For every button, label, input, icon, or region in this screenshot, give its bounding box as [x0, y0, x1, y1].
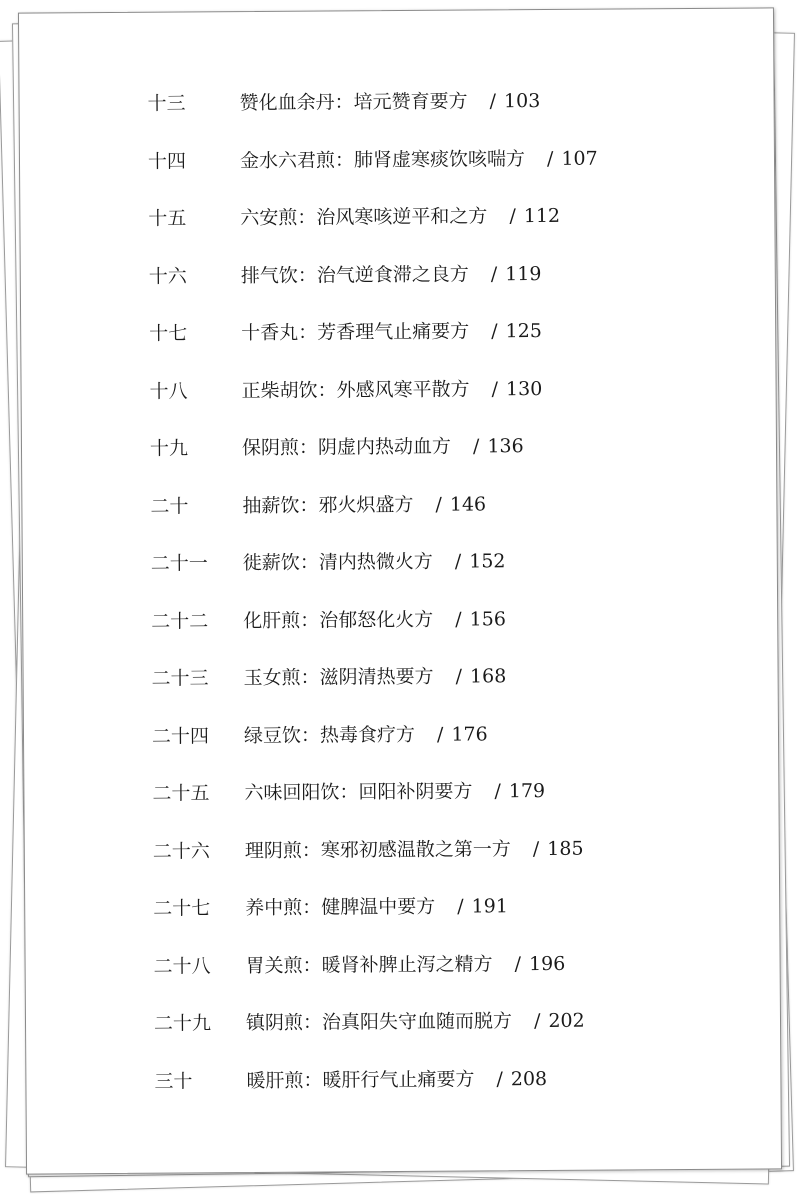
toc-entry[interactable]: [154, 947, 754, 1009]
page-number: 176: [451, 722, 488, 746]
page-number: 125: [505, 320, 542, 343]
toc-entry[interactable]: [148, 142, 748, 204]
page-separator: /: [533, 1010, 541, 1033]
toc-entry[interactable]: [148, 200, 748, 262]
page-number: 112: [523, 204, 561, 228]
page-separator: /: [435, 493, 442, 516]
chapter-number: 二十一: [150, 552, 208, 575]
chapter-title: 暖肝煎：暖肝行气止痛要方: [246, 1067, 475, 1092]
chapter-title: 赞化血余丹：培元赞育要方: [239, 90, 468, 115]
page-number: 146: [449, 492, 487, 516]
page-separator: /: [455, 665, 463, 688]
toc-page: [18, 7, 782, 1174]
toc-entry[interactable]: [153, 832, 753, 894]
page-number: 191: [471, 895, 508, 918]
chapter-title: 六安煎：治风寒咳逆平和之方: [240, 205, 488, 230]
page-number: 136: [487, 435, 524, 458]
toc-entry[interactable]: [154, 1005, 754, 1067]
chapter-number: 十八: [149, 379, 188, 403]
page-number: 152: [469, 550, 506, 573]
page-separator: /: [496, 1067, 503, 1090]
toc-entry[interactable]: [152, 717, 752, 779]
page-separator: /: [457, 895, 464, 918]
chapter-title: 理阴煎：寒邪初感温散之第一方: [244, 837, 511, 862]
page-separator: /: [509, 205, 516, 228]
chapter-title: 十香丸：芳香理气止痛要方: [241, 320, 470, 345]
toc-entry[interactable]: [149, 257, 749, 319]
toc-entry[interactable]: [151, 545, 751, 607]
toc-entry[interactable]: [150, 487, 750, 549]
page-number: 107: [561, 147, 598, 170]
chapter-title: 徙薪饮：清内热微火方: [242, 550, 433, 575]
page-number: 130: [505, 377, 543, 400]
toc-entry[interactable]: [151, 602, 751, 664]
chapter-number: 二十五: [152, 782, 210, 805]
chapter-title: 六味回阳饮：回阳补阴要方: [244, 780, 473, 805]
chapter-number: 二十三: [151, 667, 209, 690]
chapter-number: 二十二: [151, 609, 209, 633]
chapter-number: 十四: [147, 149, 187, 173]
page-number: 179: [508, 779, 546, 803]
page-separator: /: [455, 608, 462, 631]
chapter-number: 二十八: [153, 954, 211, 978]
chapter-number: 十五: [148, 207, 187, 230]
toc-entry[interactable]: [154, 1062, 754, 1124]
chapter-number: 十六: [148, 264, 187, 288]
chapter-title: 抽薪饮：邪火炽盛方: [242, 493, 414, 517]
page-separator: /: [494, 780, 501, 803]
chapter-title: 保阴煎：阴虚内热动血方: [241, 435, 452, 460]
toc-entry[interactable]: [150, 430, 750, 492]
chapter-title: 正柴胡饮：外感风寒平散方: [241, 378, 470, 402]
chapter-title: 胃关煎：暖肾补脾止泻之精方: [245, 952, 493, 977]
page-separator: /: [489, 90, 497, 113]
page-separator: /: [490, 262, 498, 285]
toc-entry[interactable]: [152, 660, 752, 722]
chapter-title: 镇阴煎：治真阳失守血随而脱方: [245, 1010, 513, 1035]
page-number: 202: [548, 1009, 585, 1032]
chapter-title: 排气饮：治气逆食滞之良方: [240, 263, 469, 287]
chapter-title: 化肝煎：治郁怒化火方: [243, 608, 434, 632]
chapter-number: 十九: [149, 437, 189, 460]
toc-entry[interactable]: [153, 890, 753, 952]
chapter-number: 二十: [150, 494, 189, 518]
page-number: 103: [503, 90, 541, 113]
chapter-title: 养中煎：健脾温中要方: [245, 895, 436, 920]
chapter-title: 绿豆饮：热毒食疗方: [243, 723, 416, 747]
chapter-number: 三十: [154, 1069, 193, 1093]
toc-entry[interactable]: [147, 85, 747, 147]
page-separator: /: [532, 837, 540, 860]
toc-entry[interactable]: [152, 775, 752, 837]
chapter-title: 金水六君煎：肺肾虚寒痰饮咳喘方: [239, 147, 526, 172]
page-separator: /: [514, 952, 522, 975]
chapter-number: 二十七: [153, 897, 211, 920]
page-number: 208: [510, 1067, 548, 1090]
chapter-number: 二十九: [153, 1012, 212, 1035]
page-separator: /: [546, 147, 554, 170]
page-separator: /: [472, 435, 480, 458]
page-number: 196: [528, 952, 566, 975]
page-number: 119: [505, 262, 542, 285]
chapter-number: 二十六: [152, 839, 210, 863]
table-of-contents: [147, 85, 754, 1124]
page-separator: /: [454, 550, 462, 573]
page-number: 156: [469, 607, 506, 631]
toc-entry[interactable]: [149, 372, 749, 434]
page-number: 185: [547, 837, 584, 860]
page-number: 168: [469, 665, 507, 688]
page-separator: /: [491, 320, 498, 343]
chapter-title: 玉女煎：滋阴清热要方: [243, 665, 434, 690]
chapter-number: 十七: [149, 322, 188, 345]
toc-entry[interactable]: [149, 315, 749, 377]
page-separator: /: [436, 723, 444, 746]
chapter-number: 十三: [147, 92, 186, 115]
chapter-number: 二十四: [151, 724, 210, 748]
page-separator: /: [491, 377, 499, 400]
